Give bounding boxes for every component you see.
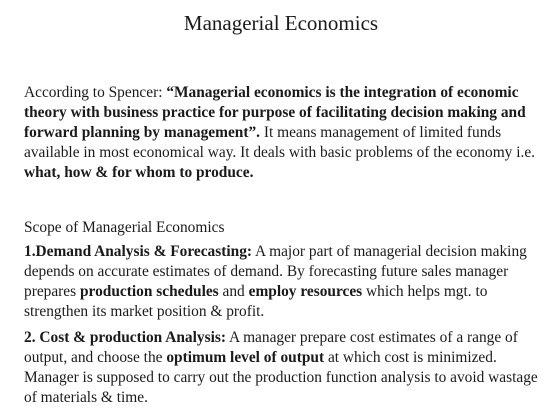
scope-item-label: 2. Cost & production Analysis:: [24, 329, 226, 346]
scope-item-label: 1.Demand Analysis & Forecasting:: [24, 243, 253, 260]
definition-intro: According to Spencer:: [24, 84, 167, 101]
scope-item-text: and: [218, 283, 249, 300]
scope-item-bold: production schedules: [79, 283, 219, 300]
definition-emphasis: what, how & for whom to produce.: [24, 164, 254, 181]
scope-item-cost-production-analysis: [24, 328, 538, 408]
scope-item-bold: optimum level of output: [166, 349, 325, 366]
scope-heading: Scope of Managerial Economics: [24, 219, 225, 236]
scope-item-text: A major part of managerial decision making depends on accurate estimates of demand. By forecasting future sales manager prepares: [24, 243, 527, 300]
scope-item-demand-analysis: [24, 242, 538, 322]
page-title: Managerial Economics: [183, 11, 379, 35]
scope-item-text: A manager prepare cost estimates of a range of output, and choose the: [24, 329, 518, 366]
definition-quote: “Managerial economics is the integration of economic theory with business practice for purpose of facilitating decision making and forward planning by management”.: [24, 84, 526, 141]
scope-item-text: at which cost is minimized. Manager is supposed to carry out the production function analysis to avoid wastage of materials & time.: [24, 349, 538, 406]
definition-paragraph: [24, 83, 538, 183]
scope-item-text: which helps mgt. to strengthen its market position & profit.: [24, 283, 488, 320]
definition-middle: It means management of limited funds available in most economical way. It deals with basic problems of the economy i.e.: [24, 124, 536, 161]
scope-item-bold: employ resources: [248, 283, 363, 300]
